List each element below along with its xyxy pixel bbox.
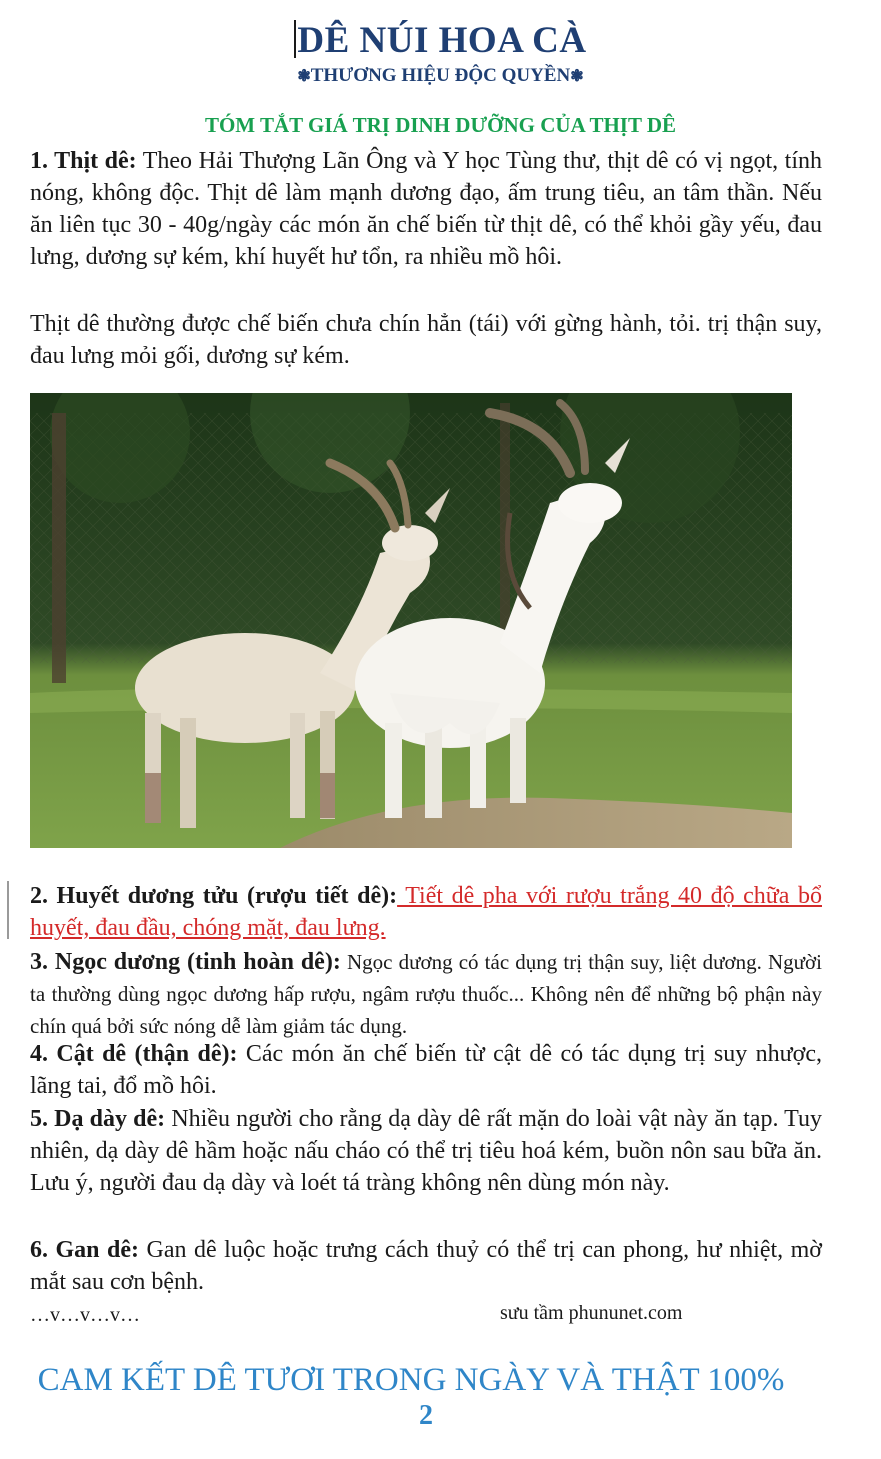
item-text: Các món ăn chế biến từ cật dê có tác dụng trị suy nhược, lãng tai, đổ mồ hôi.: [30, 1041, 822, 1099]
item-stomach: [30, 1103, 822, 1199]
page-number: 2: [419, 1400, 433, 1431]
subtitle-text: THƯƠNG HIỆU ĐỘC QUYỀN: [310, 65, 571, 86]
item-text: Gan dê luộc hoặc trưng cách thuỷ có thể trị can phong, hư nhiệt, mờ mắt sau cơn bệnh.: [30, 1237, 823, 1295]
item-testicles: [30, 946, 822, 1042]
flower-icon: ❃: [297, 68, 311, 85]
item-label: 3. Ngọc dương (tinh hoàn dê):: [30, 949, 341, 975]
item-blood-wine: [30, 880, 822, 944]
item-label: 1. Thịt dê:: [30, 148, 137, 174]
item-text: Nhiều người cho rằng dạ dày dê rất mặn do loài vật này ăn tạp. Tuy nhiên, dạ dày dê hầm hoặc nấu cháo có thể trị tiêu hoá kém, buồn nôn sau bữa ăn. Lưu ý, người đau dạ dày và loét tá tràng không nên dùng món này.: [30, 1106, 822, 1196]
item-meat-note: [30, 308, 822, 372]
item-text: Thịt dê thường được chế biến chưa chín hẳn (tái) với gừng hành, tỏi. trị thận suy, đau lưng mỏi gối, dương sự kém.: [30, 311, 822, 369]
item-text: Theo Hải Thượng Lãn Ông và Y học Tùng thư, thịt dê có vị ngọt, tính nóng, không độc. Thịt dê làm mạnh dương đạo, ấm trung tiêu, an tâm thần. Nếu ăn liên tục 30 - 40g/ngày các món ăn chế biến từ thịt dê, có thể khỏi gầy yếu, đau lưng, dương sự kém, khí huyết hư tổn, ra nhiều mồ hôi.: [30, 148, 822, 270]
flower-icon: ❃: [570, 68, 584, 85]
source-credit: sưu tầm phununet.com: [500, 1302, 683, 1324]
title-text: DÊ NÚI HOA CÀ: [297, 20, 587, 61]
document-subtitle: [0, 64, 881, 89]
section-heading: TÓM TẮT GIÁ TRỊ DINH DƯỠNG CỦA THỊT DÊ: [204, 113, 677, 137]
item-text: Ngọc dương có tác dụng trị thận suy, liệt dương. Người ta thường dùng ngọc dương hấp rượu, ngâm rượu thuốc... Không nên để những bộ phận này chín quá bởi sức nóng dễ làm giảm tác dụng.: [30, 950, 822, 1038]
item-label: 2. Huyết dương tửu (rượu tiết dê):: [30, 883, 398, 909]
document-title: [0, 18, 881, 64]
item-liver: [30, 1234, 822, 1298]
item-kidney: [30, 1038, 822, 1102]
ellipsis-line: …v…v…v…: [30, 1304, 140, 1326]
revision-bar: [7, 881, 9, 939]
hyperlink-text[interactable]: Tiết dê pha với rượu trắng 40 độ chữa bổ huyết, đau đầu, chóng mặt, đau lưng.: [30, 883, 822, 941]
item-label: 6. Gan dê:: [30, 1237, 140, 1263]
item-label: 5. Dạ dày dê:: [30, 1106, 166, 1132]
commitment-banner: CAM KẾT DÊ TƯƠI TRONG NGÀY VÀ THẬT 100%: [37, 1362, 785, 1398]
item-label: 4. Cật dê (thận dê):: [30, 1041, 238, 1067]
goats-photo: [30, 393, 792, 848]
item-meat: [30, 145, 822, 273]
